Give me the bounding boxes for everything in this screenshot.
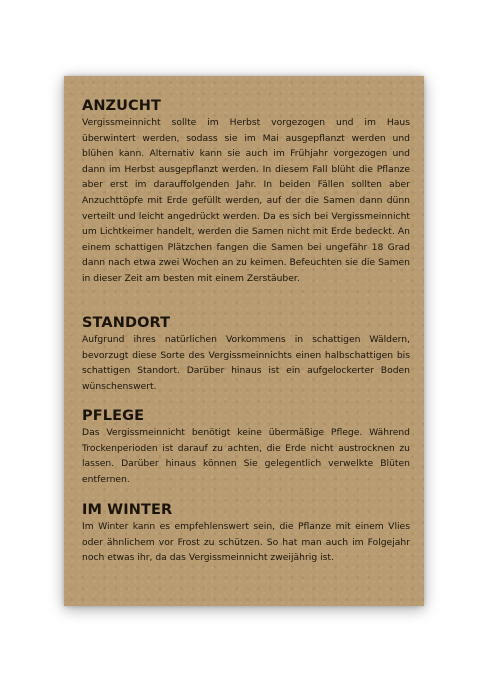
section-heading: STANDORT: [82, 315, 171, 331]
section-text: Im Winter kann es empfehlenswert sein, die Pflanze mit einem Vlies oder ähnlichem vor Frost zu schützen. So hat man auch im Folgejahr noch etwas ihr, da das Vergissmeinnicht zweijährig ist.: [82, 521, 410, 564]
kraft-paper-card: [64, 76, 424, 606]
section-anzucht: [82, 98, 410, 287]
section-heading: ANZUCHT: [82, 98, 162, 114]
section-heading: PFLEGE: [82, 408, 145, 424]
section-text: Vergissmeinnicht sollte im Herbst vorgezogen und im Haus überwintert werden, sodass sie im Mai ausgepflanzt werden und blühen kann. Alternativ kann sie auch im Frühjahr vorgezogen und dann im Herbst ausgepflanzt werden. In diesem Fall blüht die Pflanze aber erst im darauffolgenden Jahr. In beiden Fällen sollten aber Anzuchttöpfe mit Erde gefüllt werden, auf der die Samen dann dünn verteilt und leicht angedrückt werden. Da es sich bei Vergissmeinnicht um Lichtkeimer handelt, werden die Samen nicht mit Erde bedeckt. An einem schattigen Plätzchen fangen die Samen bei ungefähr 18 Grad dann nach etwa zwei Wochen an zu keimen. Befeuchten sie die Samen in dieser Zeit am besten mit einem Zerstäuber.: [82, 117, 410, 284]
section-text: Aufgrund ihres natürlichen Vorkommens in schattigen Wäldern, bevorzugt diese Sorte des Vergissmeinnichts einen halbschattigen bis schattigen Standort. Darüber hinaus ist ein aufgelockerter Boden wünschenswert.: [82, 334, 410, 392]
section-text: Das Vergissmeinnicht benötigt keine übermäßige Pflege. Während Trockenperioden ist darauf zu achten, die Erde nicht austrocknen zu lassen. Darüber hinaus können Sie gelegentlich verwelkte Blüten entfernen.: [82, 427, 410, 485]
section-heading: IM WINTER: [82, 502, 173, 518]
section-im-winter: [82, 502, 410, 566]
section-standort: [82, 315, 410, 394]
section-pflege: [82, 408, 410, 487]
